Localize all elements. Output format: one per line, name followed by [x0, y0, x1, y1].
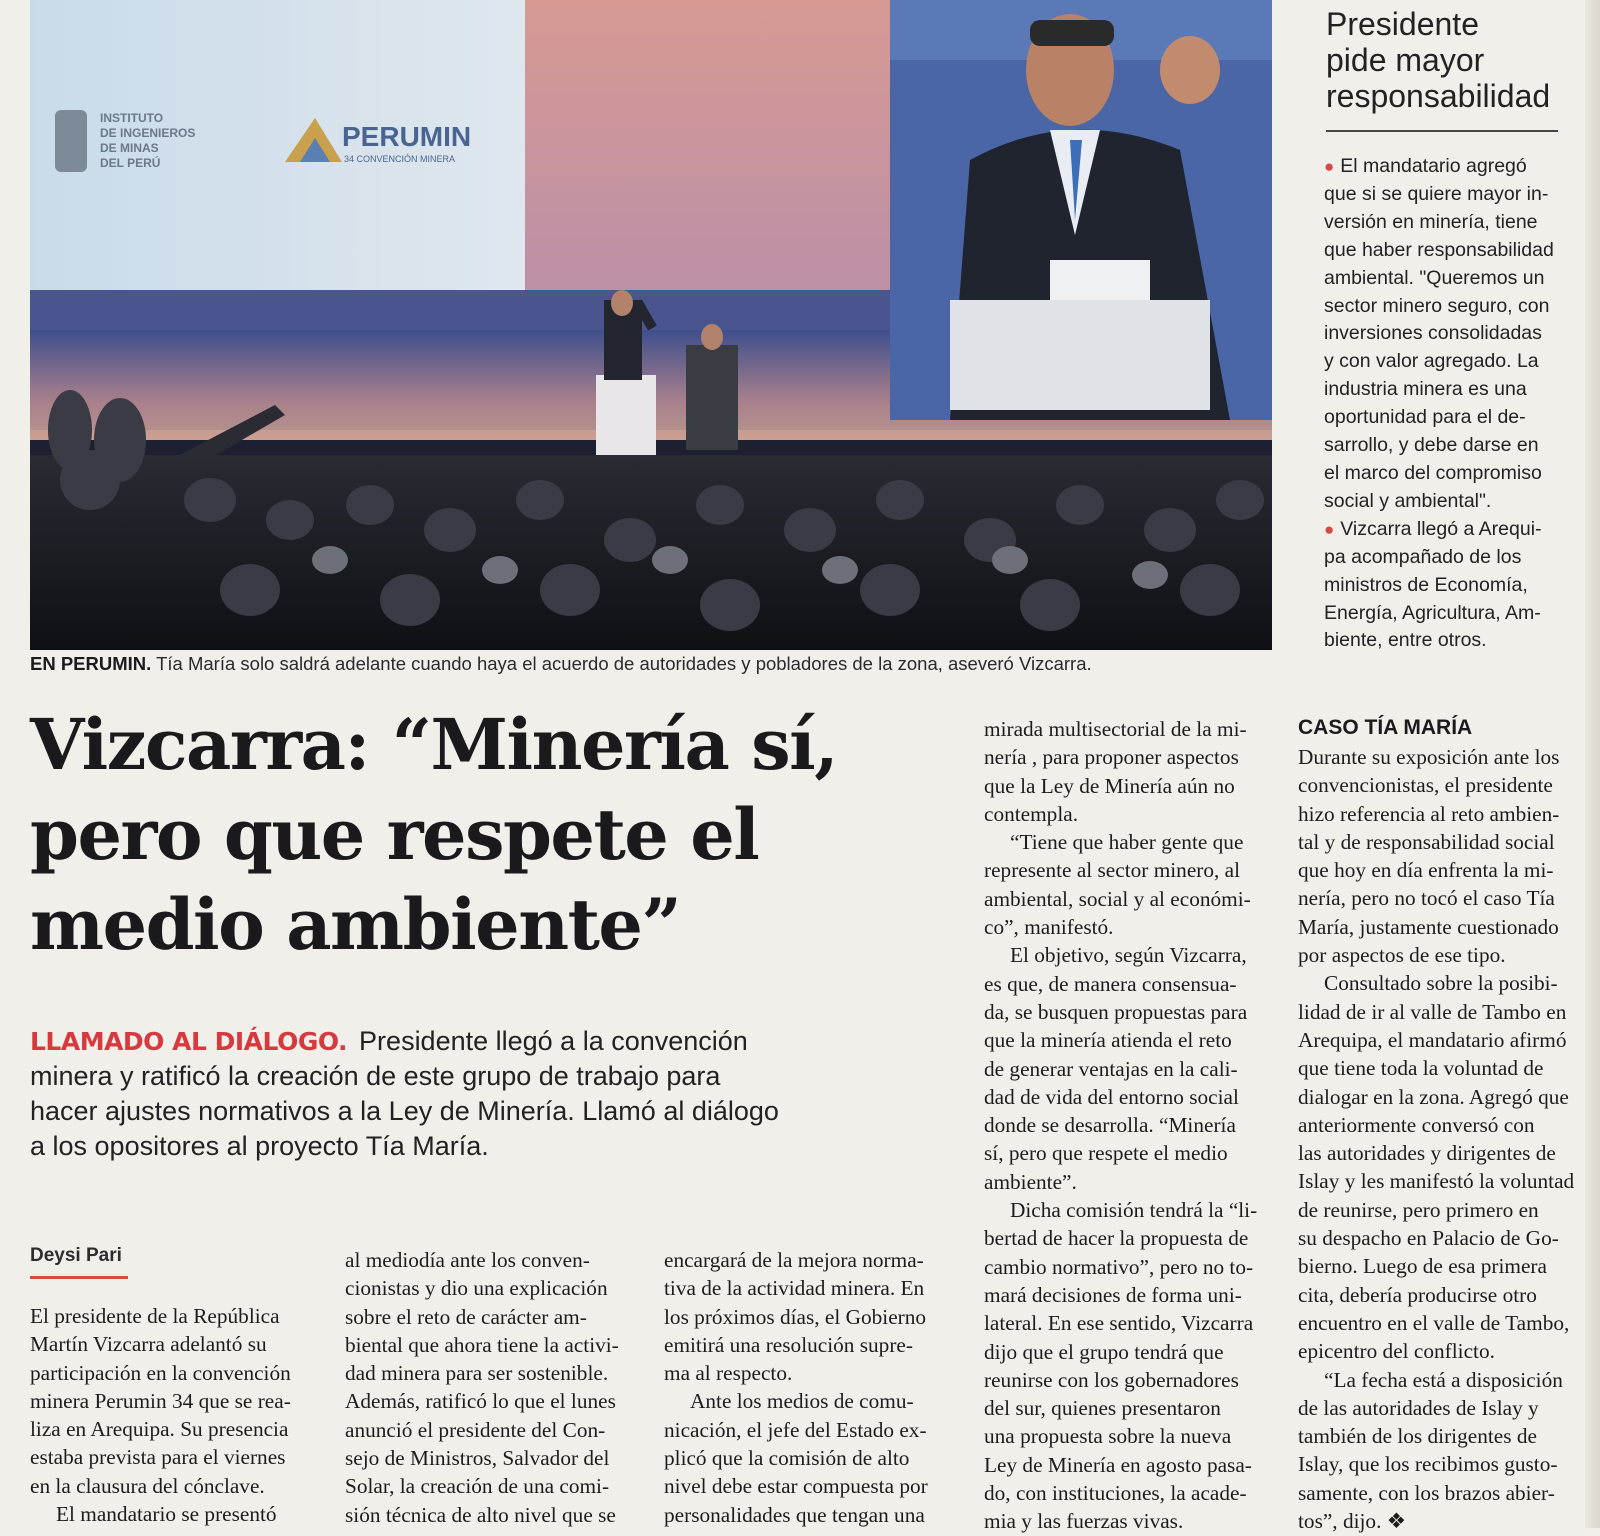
byline-rule — [30, 1276, 128, 1279]
text-line: versión en minería, tiene — [1324, 210, 1538, 233]
deck — [30, 1024, 930, 1164]
text-line: mirada multisectorial de la mi- — [984, 717, 1247, 741]
text-line: sarrollo, y debe darse en — [1324, 434, 1539, 457]
text-line: que la Ley de Minería aún no — [984, 773, 1235, 798]
text-line: sión técnica de alto nivel que se — [345, 1502, 616, 1527]
text-line: dad de vida del entorno social — [984, 1084, 1239, 1109]
text-line: “Tiene que haber gente que — [1010, 830, 1244, 855]
deck-line: a los opositores al proyecto Tía María. — [30, 1131, 489, 1161]
text-line: sejo de Ministros, Salvador del — [345, 1446, 610, 1471]
text-line: ministros de Economía, — [1324, 573, 1528, 596]
text-line: contempla. — [984, 801, 1079, 826]
text-line: participación en la convención — [30, 1360, 291, 1385]
svg-text:DE INGENIEROS: DE INGENIEROS — [100, 126, 196, 140]
caption-label: EN PERUMIN. — [30, 653, 152, 674]
perumin-logo-text: PERUMIN — [342, 121, 472, 152]
text-line: que si se quiere mayor in- — [1324, 182, 1549, 205]
text-line: las autoridades y dirigentes de — [1298, 1141, 1556, 1166]
text-line: Solar, la creación de una comi- — [345, 1474, 610, 1499]
text-line: emitirá una resolución supre- — [664, 1332, 913, 1357]
text-line: tiva de la actividad minera. En — [664, 1276, 925, 1301]
text-line: sector minero seguro, con — [1324, 294, 1550, 317]
text-line: mia y las fuerzas vivas. — [984, 1509, 1184, 1534]
text-line: de generar ventajas en la cali- — [984, 1056, 1238, 1081]
text-line: da, se busquen propuestas para — [984, 999, 1248, 1024]
text-line: inversiones consolidadas — [1324, 322, 1542, 345]
text-line: estaba prevista para el viernes — [30, 1445, 286, 1470]
text-line: Arequipa, el mandatario afirmó — [1298, 1027, 1567, 1052]
text-line: del sur, quienes presentaron — [984, 1396, 1221, 1421]
body-column-3 — [664, 1246, 954, 1529]
text-line: minera Perumin 34 que se rea- — [30, 1388, 291, 1413]
text-line: Dicha comisión tendrá la “li- — [1010, 1198, 1258, 1223]
perumin-stage-illustration — [30, 0, 1272, 650]
event-photo — [30, 0, 1272, 650]
text-line: Islay, que los recibimos gusto- — [1298, 1452, 1558, 1477]
text-line: donde se desarrolla. “Minería — [984, 1113, 1236, 1138]
byline: Deysi Pari — [30, 1245, 122, 1266]
text-line: El presidente de la República — [30, 1304, 280, 1328]
bullet-icon: ● — [1324, 157, 1335, 176]
text-line: Consultado sobre la posibi- — [1324, 971, 1558, 996]
text-line: anunció el presidente del Con- — [345, 1417, 606, 1442]
text-line: industria minera es una — [1324, 378, 1527, 401]
text-line: encuentro en el valle de Tambo, — [1298, 1310, 1570, 1335]
text-line: ambiental, social y al económi- — [984, 886, 1251, 911]
text-line: Martín Vizcarra adelantó su — [30, 1332, 267, 1357]
headline — [30, 700, 970, 970]
text-line: ambiental. "Queremos un — [1324, 266, 1545, 289]
headline-line: Vizcarra: “Minería sí, — [30, 703, 838, 786]
svg-text:34 CONVENCIÓN MINERA: 34 CONVENCIÓN MINERA — [344, 154, 456, 164]
body-column-2 — [345, 1246, 635, 1529]
bullet-icon: ● — [1324, 519, 1335, 539]
sidebar-bullet-item: ● El mandatario agregó — [1324, 155, 1527, 177]
text-line: samente, con los brazos abier- — [1298, 1480, 1555, 1505]
text-line: dijo que el grupo tendrá que — [984, 1339, 1224, 1364]
text-line: liza en Arequipa. Su presencia — [30, 1417, 289, 1442]
text-line: su despacho en Palacio de Go- — [1298, 1226, 1559, 1251]
svg-text:DE MINAS: DE MINAS — [100, 141, 159, 155]
text-line: plicó que la comisión de alto — [664, 1446, 910, 1471]
headline-line: medio ambiente” — [30, 883, 681, 966]
section-title-caso-tia-maria: CASO TÍA MARÍA — [1298, 716, 1473, 739]
text-line: El objetivo, según Vizcarra, — [1010, 943, 1247, 968]
text-line: tal y de responsabilidad social — [1298, 829, 1555, 854]
text-line: lateral. En ese sentido, Vizcarra — [984, 1311, 1254, 1336]
text-line: co”, manifestó. — [984, 915, 1114, 940]
text-line: hizo referencia al reto ambien- — [1298, 801, 1560, 826]
text-line: dialogar en la zona. Agregó que — [1298, 1084, 1569, 1109]
text-line: cionistas y dio una explicación — [345, 1276, 608, 1301]
body-column-5 — [1298, 743, 1588, 1535]
text-line: biental que ahora tiene la activi- — [345, 1332, 619, 1357]
svg-text:INSTITUTO: INSTITUTO — [100, 111, 164, 125]
text-line: que tiene toda la voluntad de — [1298, 1056, 1544, 1081]
text-line: el marco del compromiso — [1324, 461, 1542, 484]
text-line: tos”, dijo. ❖ — [1298, 1509, 1406, 1534]
text-line: de las autoridades de Islay y — [1298, 1395, 1539, 1420]
text-line: social y ambiental". — [1324, 489, 1492, 512]
text-line: en la clausura del cónclave. — [30, 1473, 265, 1498]
text-line: represente al sector minero, al — [984, 858, 1241, 883]
text-line: sí, pero que respete el medio — [984, 1141, 1228, 1166]
text-line: María, justamente cuestionado — [1298, 914, 1559, 939]
text-line: por aspectos de ese tipo. — [1298, 943, 1506, 968]
text-line: que haber responsabilidad — [1324, 238, 1554, 261]
text-line: cita, debería producirse otro — [1298, 1282, 1537, 1307]
sidebar-body — [1324, 153, 1594, 655]
caption-text: Tía María solo saldrá adelante cuando haya el acuerdo de autoridades y pobladores de la zona, aseveró Vizcarra. — [156, 653, 1092, 674]
sidebar-bullet-item: ● Vizcarra llegó a Arequi- — [1324, 517, 1542, 540]
text-line: los próximos días, el Gobierno — [664, 1304, 927, 1329]
text-line: ma al respecto. — [664, 1361, 793, 1386]
body-column-1 — [30, 1302, 320, 1528]
text-line: al mediodía ante los conven- — [345, 1248, 590, 1272]
text-line: encargará de la mejora norma- — [664, 1248, 924, 1272]
text-line: Durante su exposición ante los — [1298, 745, 1560, 769]
page-edge — [1585, 0, 1600, 1528]
text-line: pa acompañado de los — [1324, 545, 1522, 568]
text-line: dad minera para ser sostenible. — [345, 1361, 609, 1386]
text-line: “La fecha está a disposición — [1324, 1367, 1563, 1392]
text-line: sobre el reto de carácter am- — [345, 1304, 587, 1329]
text-line: convencionistas, el presidente — [1298, 773, 1553, 798]
deck-line: minera y ratificó la creación de este grupo de trabajo para — [30, 1061, 721, 1091]
text-line: biente, entre otros. — [1324, 629, 1487, 652]
text-line: bierno. Luego de esa primera — [1298, 1254, 1547, 1279]
body-column-4 — [984, 715, 1274, 1536]
text-line: oportunidad para el de- — [1324, 406, 1526, 429]
headline-line: pero que respete el — [30, 793, 759, 876]
text-line: es que, de manera consensua- — [984, 971, 1237, 996]
sidebar-rule — [1326, 130, 1558, 132]
text-line: de reunirse, pero primero en — [1298, 1197, 1539, 1222]
deck-kicker: LLAMADO AL DIÁLOGO. — [30, 1027, 348, 1056]
text-line: anteriormente conversó con — [1298, 1112, 1535, 1137]
text-line: Además, ratificó lo que el lunes — [345, 1389, 616, 1414]
text-line: bertad de hacer la propuesta de — [984, 1226, 1249, 1251]
text-line: El mandatario se presentó — [56, 1502, 277, 1527]
text-line: que la minería atienda el reto — [984, 1028, 1232, 1053]
text-line: epicentro del conflicto. — [1298, 1339, 1495, 1364]
photo-caption — [30, 650, 1280, 678]
text-line: Energía, Agricultura, Am- — [1324, 601, 1541, 624]
text-line: lidad de ir al valle de Tambo en — [1298, 999, 1567, 1024]
text-line: Ley de Minería en agosto pasa- — [984, 1452, 1252, 1477]
text-line: también de los dirigentes de — [1298, 1424, 1537, 1449]
text-line: nivel debe estar compuesta por — [664, 1474, 928, 1499]
text-line: personalidades que tengan una — [664, 1502, 925, 1527]
text-line: una propuesta sobre la nueva — [984, 1424, 1232, 1449]
text-line: Islay y les manifestó la voluntad — [1298, 1169, 1575, 1194]
text-line: ambiente”. — [984, 1169, 1077, 1194]
text-line: nería , para proponer aspectos — [984, 745, 1239, 770]
text-line: reunirse con los gobernadores — [984, 1367, 1239, 1392]
text-line: y con valor agregado. La — [1324, 350, 1539, 373]
text-line: do, con instituciones, la acade- — [984, 1481, 1247, 1506]
svg-text:DEL PERÚ: DEL PERÚ — [100, 156, 161, 170]
sidebar-title: Presidente pide mayor responsabilidad — [1326, 6, 1551, 114]
text-line: que hoy en día enfrenta la mi- — [1298, 858, 1554, 883]
text-line: nicación, el jefe del Estado ex- — [664, 1417, 927, 1442]
text-line: Ante los medios de comu- — [690, 1389, 914, 1414]
text-line: nería, pero no tocó el caso Tía — [1298, 886, 1555, 911]
text-line: cambio normativo”, pero no to- — [984, 1254, 1254, 1279]
text-line: mará decisiones de forma uni- — [984, 1282, 1242, 1307]
deck-line: LLAMADO AL DIÁLOGO. Presidente llegó a la convención — [30, 1026, 748, 1056]
deck-line: hacer ajustes normativos a la Ley de Minería. Llamó al diálogo — [30, 1096, 779, 1126]
